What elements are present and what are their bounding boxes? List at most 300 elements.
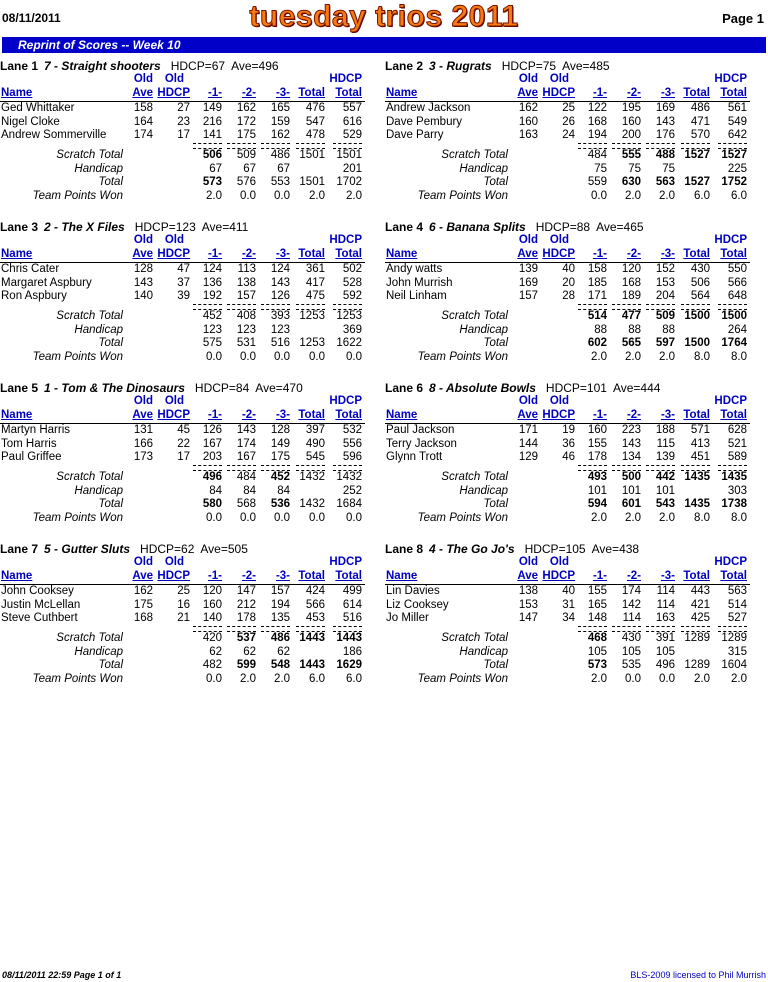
- player-score: 155: [587, 585, 607, 597]
- summary-value: 1501: [299, 149, 325, 161]
- summary-value: 1443: [299, 632, 325, 644]
- summary-value: 0.0: [240, 189, 256, 202]
- player-score: 475: [305, 290, 325, 302]
- player-score: 430: [690, 263, 710, 275]
- lane-number: Lane 7: [0, 542, 39, 556]
- player-score: 139: [655, 451, 675, 463]
- player-score: 135: [270, 612, 290, 624]
- summary-value: 0.0: [240, 350, 256, 363]
- summary-label: Scratch Total: [441, 310, 508, 322]
- summary-value: 1435: [721, 471, 747, 483]
- summary-value: 1501: [336, 149, 362, 161]
- col-hdcp-header: HDCP: [157, 570, 190, 582]
- player-score: 550: [727, 263, 747, 275]
- player-score: 162: [236, 102, 256, 114]
- player-name: Liz Cooksey: [386, 598, 449, 611]
- summary-value: 594: [587, 498, 607, 510]
- summary-value: 599: [236, 659, 256, 671]
- player-score: 159: [270, 115, 290, 128]
- player-score: 19: [562, 424, 575, 436]
- summary-value: 1702: [336, 176, 362, 188]
- player-score: 471: [690, 115, 710, 128]
- col-old-label: Old: [518, 395, 538, 407]
- player-score: 158: [133, 102, 153, 114]
- player-score: 506: [690, 276, 710, 289]
- player-score: 115: [656, 437, 675, 450]
- col-game1-header: -1-: [592, 87, 607, 99]
- col-game2-header: -2-: [241, 570, 256, 582]
- summary-value: 101: [655, 484, 675, 497]
- player-score: 37: [177, 276, 190, 289]
- col-name-header: Name: [386, 570, 418, 582]
- summary-value: 6.0: [694, 189, 710, 202]
- player-score: 212: [236, 598, 256, 611]
- summary-value: 514: [587, 310, 607, 322]
- player-score: 143: [133, 276, 153, 289]
- player-score: 174: [621, 585, 641, 597]
- lane-title: [0, 59, 279, 73]
- summary-value: 580: [202, 498, 222, 510]
- summary-value: 369: [342, 323, 362, 336]
- player-score: 172: [236, 115, 256, 128]
- summary-value: 597: [655, 337, 675, 349]
- col-ave-header: Ave: [132, 409, 153, 421]
- summary-value: 6.0: [346, 672, 362, 685]
- player-score: 194: [270, 598, 290, 611]
- team-name: 8 - Absolute Bowls: [429, 381, 536, 395]
- summary-value: 420: [202, 632, 222, 644]
- summary-value: 565: [621, 337, 641, 349]
- summary-value: 484: [587, 149, 607, 161]
- summary-value: 8.0: [694, 511, 710, 524]
- footer-timestamp: 08/11/2011 22:59 Page 1 of 1: [2, 970, 122, 980]
- summary-value: 516: [270, 337, 290, 349]
- player-score: 153: [518, 598, 538, 611]
- player-score: 413: [690, 437, 710, 450]
- lane-number: Lane 3: [0, 220, 39, 234]
- lane-number: Lane 8: [385, 542, 424, 556]
- player-score: 169: [655, 102, 675, 114]
- player-score: 167: [236, 451, 256, 463]
- summary-value: 1604: [721, 659, 747, 671]
- col-hdcp-label: HDCP: [329, 234, 362, 246]
- team-hdcp: HDCP=67: [170, 59, 226, 73]
- player-score: 532: [342, 424, 362, 436]
- summary-label: Scratch Total: [441, 471, 508, 483]
- summary-value: 105: [587, 645, 607, 658]
- summary-value: 186: [342, 645, 362, 658]
- col-total-header: Total: [298, 87, 325, 99]
- footer-license: BLS-2009 licensed to Phil Murrish: [630, 970, 766, 980]
- player-score: 46: [562, 451, 575, 463]
- player-score: 192: [202, 290, 222, 302]
- col-hdcp-header: HDCP: [157, 409, 190, 421]
- summary-value: 0.0: [274, 189, 290, 202]
- summary-value: 62: [277, 645, 290, 658]
- team-hdcp: HDCP=75: [501, 59, 557, 73]
- player-score: 129: [518, 451, 538, 463]
- player-score: 47: [177, 263, 190, 275]
- player-score: 25: [562, 102, 575, 114]
- player-score: 141: [202, 129, 222, 141]
- summary-label: Total: [98, 176, 123, 188]
- col-hdcp-header: HDCP: [542, 409, 575, 421]
- player-name: Glynn Trott: [386, 451, 443, 463]
- player-score: 149: [270, 437, 290, 450]
- summary-value: 1738: [721, 498, 747, 510]
- summary-value: 2.0: [625, 350, 641, 363]
- col-name-header: Name: [386, 409, 418, 421]
- player-score: 421: [690, 598, 710, 611]
- player-score: 417: [305, 276, 325, 289]
- summary-value: 576: [236, 176, 256, 188]
- summary-label: Handicap: [74, 484, 123, 497]
- summary-label: Total: [483, 337, 508, 349]
- player-score: 155: [587, 437, 607, 450]
- player-score: 126: [270, 290, 290, 302]
- summary-value: 62: [209, 645, 222, 658]
- player-score: 27: [177, 102, 190, 114]
- summary-value: 1289: [684, 659, 710, 671]
- col-name-header: Name: [1, 87, 33, 99]
- col-game3-header: -3-: [660, 87, 675, 99]
- col-old-label: Old: [164, 556, 184, 568]
- col-old-label: Old: [518, 234, 538, 246]
- player-score: 26: [562, 115, 575, 128]
- player-score: 20: [562, 276, 575, 289]
- summary-value: 0.0: [274, 350, 290, 363]
- lane-number: Lane 6: [385, 381, 424, 395]
- col-ave-header: Ave: [132, 570, 153, 582]
- player-score: 157: [270, 585, 290, 597]
- player-name: Ged Whittaker: [1, 102, 75, 114]
- player-score: 152: [655, 263, 675, 275]
- player-score: 23: [177, 115, 190, 128]
- col-hdcp-total-header: Total: [335, 570, 362, 582]
- summary-value: 543: [655, 498, 675, 510]
- player-score: 185: [587, 276, 607, 289]
- lane-number: Lane 4: [385, 220, 424, 234]
- summary-value: 123: [236, 323, 256, 336]
- summary-label: Team Points Won: [32, 350, 123, 363]
- summary-value: 88: [594, 323, 607, 336]
- week-banner: Reprint of Scores -- Week 10: [2, 37, 766, 53]
- lane-block: [385, 220, 765, 380]
- team-name: 7 - Straight shooters: [44, 59, 161, 73]
- summary-label: Handicap: [459, 645, 508, 658]
- summary-value: 1764: [721, 337, 747, 349]
- player-score: 162: [518, 102, 538, 114]
- player-score: 160: [202, 598, 222, 611]
- player-name: Neil Linham: [386, 290, 447, 302]
- summary-value: 602: [587, 337, 607, 349]
- team-average: Ave=444: [612, 381, 661, 395]
- summary-value: 105: [655, 645, 675, 658]
- col-hdcp-total-header: Total: [720, 87, 747, 99]
- player-score: 147: [518, 612, 538, 624]
- col-ave-header: Ave: [517, 409, 538, 421]
- summary-value: 1253: [299, 310, 325, 322]
- col-old-label: Old: [133, 556, 153, 568]
- summary-label: Total: [98, 659, 123, 671]
- summary-value: 2.0: [240, 672, 256, 685]
- col-hdcp-label: HDCP: [329, 73, 362, 85]
- summary-value: 559: [587, 176, 607, 188]
- summary-value: 1443: [336, 632, 362, 644]
- player-score: 28: [562, 290, 575, 302]
- summary-label: Handicap: [459, 323, 508, 336]
- player-score: 160: [621, 115, 641, 128]
- player-score: 114: [656, 585, 675, 597]
- summary-value: 482: [202, 659, 222, 671]
- player-score: 486: [690, 102, 710, 114]
- col-ave-header: Ave: [132, 248, 153, 260]
- player-score: 138: [518, 585, 538, 597]
- summary-value: 1501: [299, 176, 325, 188]
- summary-value: 1443: [299, 659, 325, 671]
- summary-value: 1527: [684, 149, 710, 161]
- summary-value: 442: [655, 471, 675, 483]
- player-name: Margaret Aspbury: [1, 276, 92, 289]
- col-old-label: Old: [133, 73, 153, 85]
- summary-value: 2.0: [659, 189, 675, 202]
- col-game1-header: -1-: [592, 409, 607, 421]
- player-score: 571: [690, 424, 710, 436]
- col-game2-header: -2-: [626, 570, 641, 582]
- summary-value: 75: [594, 162, 607, 175]
- summary-value: 1500: [684, 310, 710, 322]
- lane-title: [385, 381, 660, 395]
- player-score: 153: [655, 276, 675, 289]
- summary-value: 496: [655, 659, 675, 671]
- team-hdcp: HDCP=88: [535, 220, 591, 234]
- summary-value: 1752: [721, 176, 747, 188]
- lane-title: [0, 542, 248, 556]
- team-name: 2 - The X Files: [44, 220, 125, 234]
- player-score: 143: [236, 424, 256, 436]
- player-score: 168: [621, 276, 641, 289]
- col-game2-header: -2-: [626, 409, 641, 421]
- summary-value: 2.0: [694, 672, 710, 685]
- col-game1-header: -1-: [592, 248, 607, 260]
- player-name: Dave Parry: [386, 129, 444, 141]
- player-score: 160: [587, 424, 607, 436]
- summary-value: 201: [342, 162, 362, 175]
- player-score: 25: [177, 585, 190, 597]
- player-score: 528: [342, 276, 362, 289]
- player-score: 549: [727, 115, 747, 128]
- lane-block: [385, 59, 765, 219]
- lane-block: [385, 542, 765, 702]
- player-name: Jo Miller: [386, 612, 429, 624]
- col-hdcp-total-header: Total: [335, 87, 362, 99]
- summary-value: 430: [621, 632, 641, 644]
- player-score: 169: [518, 276, 538, 289]
- summary-value: 1253: [336, 310, 362, 322]
- player-score: 17: [177, 451, 190, 463]
- col-ave-header: Ave: [517, 248, 538, 260]
- player-score: 616: [342, 115, 362, 128]
- lane-title: [385, 542, 639, 556]
- col-ave-header: Ave: [517, 87, 538, 99]
- lane-number: Lane 2: [385, 59, 424, 73]
- summary-value: 2.0: [731, 672, 747, 685]
- player-score: 134: [621, 451, 641, 463]
- player-score: 22: [177, 437, 190, 450]
- player-score: 194: [587, 129, 607, 141]
- summary-label: Handicap: [74, 645, 123, 658]
- col-total-header: Total: [298, 248, 325, 260]
- player-score: 147: [236, 585, 256, 597]
- summary-value: 84: [209, 484, 222, 497]
- col-name-header: Name: [386, 87, 418, 99]
- player-score: 40: [562, 585, 575, 597]
- summary-value: 84: [243, 484, 256, 497]
- summary-value: 452: [270, 471, 290, 483]
- col-game3-header: -3-: [275, 87, 290, 99]
- summary-value: 0.0: [346, 350, 362, 363]
- col-old-label: Old: [549, 556, 569, 568]
- summary-value: 315: [727, 645, 747, 658]
- summary-value: 303: [727, 484, 747, 497]
- lane-block: [385, 381, 765, 541]
- summary-value: 67: [243, 162, 256, 175]
- player-score: 563: [727, 585, 747, 597]
- player-score: 514: [727, 598, 747, 611]
- summary-label: Team Points Won: [417, 511, 508, 524]
- player-score: 124: [202, 263, 222, 275]
- summary-value: 1500: [684, 337, 710, 349]
- summary-label: Scratch Total: [441, 632, 508, 644]
- col-total-header: Total: [683, 248, 710, 260]
- player-score: 175: [236, 129, 256, 141]
- col-game2-header: -2-: [626, 87, 641, 99]
- col-hdcp-header: HDCP: [157, 248, 190, 260]
- player-score: 168: [587, 115, 607, 128]
- summary-value: 568: [236, 498, 256, 510]
- summary-value: 225: [727, 162, 747, 175]
- player-score: 642: [727, 129, 747, 141]
- lane-title: [385, 220, 644, 234]
- summary-label: Total: [98, 337, 123, 349]
- summary-label: Total: [483, 498, 508, 510]
- team-name: 1 - Tom & The Dinosaurs: [44, 381, 185, 395]
- col-hdcp-label: HDCP: [714, 73, 747, 85]
- player-score: 126: [202, 424, 222, 436]
- col-ave-header: Ave: [132, 87, 153, 99]
- col-old-label: Old: [518, 73, 538, 85]
- col-name-header: Name: [386, 248, 418, 260]
- summary-value: 601: [621, 498, 641, 510]
- col-old-label: Old: [133, 234, 153, 246]
- col-hdcp-header: HDCP: [542, 87, 575, 99]
- player-name: John Murrish: [386, 276, 453, 289]
- summary-value: 573: [587, 659, 607, 671]
- col-old-label: Old: [164, 395, 184, 407]
- summary-value: 2.0: [591, 672, 607, 685]
- col-old-label: Old: [549, 395, 569, 407]
- summary-value: 0.0: [659, 672, 675, 685]
- player-score: 21: [177, 612, 190, 624]
- summary-value: 2.0: [591, 511, 607, 524]
- player-name: Dave Pembury: [386, 115, 463, 128]
- player-score: 189: [621, 290, 641, 302]
- summary-value: 1432: [299, 498, 325, 510]
- summary-value: 2.0: [591, 350, 607, 363]
- player-name: Martyn Harris: [1, 424, 71, 436]
- player-score: 166: [133, 437, 153, 450]
- col-old-label: Old: [164, 73, 184, 85]
- summary-value: 509: [655, 310, 675, 322]
- player-score: 628: [727, 424, 747, 436]
- summary-value: 1629: [336, 659, 362, 671]
- player-score: 564: [690, 290, 710, 302]
- summary-label: Total: [483, 659, 508, 671]
- player-score: 168: [133, 612, 153, 624]
- player-score: 529: [342, 129, 362, 141]
- summary-value: 0.0: [591, 189, 607, 202]
- player-score: 120: [202, 585, 222, 597]
- player-score: 140: [133, 290, 153, 302]
- player-score: 149: [202, 102, 222, 114]
- player-score: 114: [656, 598, 675, 611]
- player-score: 114: [622, 612, 641, 624]
- player-name: Andrew Sommerville: [1, 129, 107, 141]
- summary-value: 1253: [299, 337, 325, 349]
- col-old-label: Old: [133, 395, 153, 407]
- col-game1-header: -1-: [207, 409, 222, 421]
- player-score: 165: [587, 598, 607, 611]
- player-score: 176: [655, 129, 675, 141]
- summary-value: 391: [655, 632, 675, 644]
- col-name-header: Name: [1, 409, 33, 421]
- summary-value: 1289: [684, 632, 710, 644]
- summary-value: 2.0: [659, 511, 675, 524]
- lane-title: [385, 59, 610, 73]
- summary-value: 393: [270, 310, 290, 322]
- summary-value: 563: [655, 176, 675, 188]
- player-score: 592: [342, 290, 362, 302]
- summary-value: 123: [202, 323, 222, 336]
- col-hdcp-label: HDCP: [714, 234, 747, 246]
- player-score: 545: [305, 451, 325, 463]
- summary-value: 630: [621, 176, 641, 188]
- col-game3-header: -3-: [660, 409, 675, 421]
- team-average: Ave=438: [591, 542, 640, 556]
- summary-value: 500: [621, 471, 641, 483]
- col-hdcp-header: HDCP: [542, 248, 575, 260]
- player-score: 424: [305, 585, 325, 597]
- player-score: 162: [270, 129, 290, 141]
- col-hdcp-total-header: Total: [720, 409, 747, 421]
- team-average: Ave=485: [562, 59, 610, 73]
- col-name-header: Name: [1, 248, 33, 260]
- player-name: Tom Harris: [1, 437, 57, 450]
- player-name: Nigel Cloke: [1, 115, 60, 128]
- player-score: 124: [270, 263, 290, 275]
- player-score: 443: [690, 585, 710, 597]
- summary-label: Handicap: [459, 484, 508, 497]
- player-score: 570: [690, 129, 710, 141]
- player-name: Andy watts: [386, 263, 443, 275]
- summary-label: Team Points Won: [417, 672, 508, 685]
- summary-label: Handicap: [459, 162, 508, 175]
- player-score: 39: [177, 290, 190, 302]
- player-score: 451: [690, 451, 710, 463]
- player-score: 566: [305, 598, 325, 611]
- player-score: 556: [342, 437, 362, 450]
- player-score: 143: [655, 115, 675, 128]
